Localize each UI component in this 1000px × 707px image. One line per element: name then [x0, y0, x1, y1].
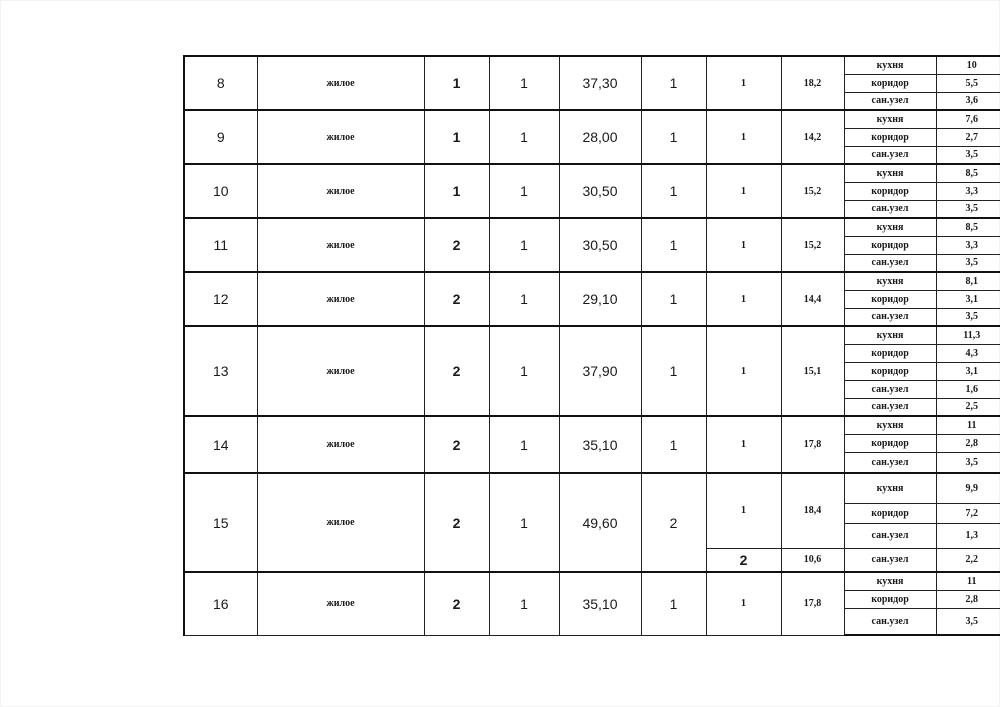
entrance-cell: 1: [489, 326, 559, 416]
premises-type-cell: жилое: [257, 272, 424, 326]
aux-room-area-cell: 11,3: [936, 326, 1000, 344]
aux-room-area-cell: 8,5: [936, 164, 1000, 182]
total-area-cell: 49,60: [559, 473, 641, 572]
aux-room-area-cell: 8,5: [936, 218, 1000, 236]
aux-room-name-cell: сан.узел: [844, 308, 936, 326]
apartment-number-cell: 13: [184, 326, 257, 416]
entrance-cell: 1: [489, 56, 559, 110]
living-room-area-cell: 15,2: [781, 218, 844, 272]
living-room-index-cell: 1: [706, 164, 781, 218]
apartment-number-cell: 10: [184, 164, 257, 218]
entrance-cell: 1: [489, 164, 559, 218]
aux-room-area-cell: 3,3: [936, 182, 1000, 200]
entrance-cell: 1: [489, 272, 559, 326]
table-row: [184, 473, 1000, 503]
living-room-index-cell: 1: [706, 56, 781, 110]
aux-room-area-cell: 3,5: [936, 146, 1000, 164]
apartment-number-cell: 16: [184, 572, 257, 635]
room-count-cell: 2: [641, 473, 706, 572]
aux-room-area-cell: 7,2: [936, 503, 1000, 523]
table-row: [184, 326, 1000, 344]
aux-room-area-cell: 3,6: [936, 92, 1000, 110]
aux-room-area-cell: 10: [936, 56, 1000, 74]
premises-type-cell: жилое: [257, 218, 424, 272]
aux-room-area-cell: 3,5: [936, 608, 1000, 635]
aux-room-area-cell: 2,2: [936, 548, 1000, 572]
table-row: [184, 272, 1000, 290]
aux-room-area-cell: 3,5: [936, 254, 1000, 272]
room-count-cell: 1: [641, 272, 706, 326]
aux-room-name-cell: кухня: [844, 572, 936, 590]
floor-cell: 2: [424, 272, 489, 326]
apartment-number-cell: 11: [184, 218, 257, 272]
floor-cell: 1: [424, 110, 489, 164]
entrance-cell: 1: [489, 218, 559, 272]
aux-room-area-cell: 4,3: [936, 344, 1000, 362]
room-count-cell: 1: [641, 56, 706, 110]
aux-room-area-cell: 11: [936, 416, 1000, 434]
aux-room-name-cell: коридор: [844, 362, 936, 380]
living-room-index-cell: 1: [706, 416, 781, 473]
apartment-register-table: [183, 55, 981, 627]
living-room-area-cell: 17,8: [781, 416, 844, 473]
aux-room-area-cell: 1,3: [936, 523, 1000, 548]
room-count-cell: 1: [641, 218, 706, 272]
table-row: [184, 56, 1000, 74]
room-count-cell: 1: [641, 572, 706, 635]
premises-type-cell: жилое: [257, 326, 424, 416]
aux-room-area-cell: 2,7: [936, 128, 1000, 146]
entrance-cell: 1: [489, 110, 559, 164]
table-row: [184, 110, 1000, 128]
table-row: [184, 218, 1000, 236]
living-room-index-cell: 1: [706, 326, 781, 416]
aux-room-name-cell: коридор: [844, 590, 936, 608]
floor-cell: 2: [424, 218, 489, 272]
premises-type-cell: жилое: [257, 473, 424, 572]
total-area-cell: 35,10: [559, 416, 641, 473]
premises-type-cell: жилое: [257, 572, 424, 635]
living-room-area-cell: 15,2: [781, 164, 844, 218]
aux-room-name-cell: сан.узел: [844, 254, 936, 272]
aux-room-area-cell: 1,6: [936, 380, 1000, 398]
aux-room-name-cell: коридор: [844, 503, 936, 523]
living-room-area-cell: 10,6: [781, 548, 844, 572]
total-area-cell: 29,10: [559, 272, 641, 326]
room-count-cell: 1: [641, 164, 706, 218]
aux-room-name-cell: кухня: [844, 473, 936, 503]
living-room-area-cell: 14,2: [781, 110, 844, 164]
aux-room-area-cell: 8,1: [936, 272, 1000, 290]
aux-room-name-cell: сан.узел: [844, 398, 936, 416]
aux-room-name-cell: кухня: [844, 164, 936, 182]
floor-cell: 1: [424, 56, 489, 110]
total-area-cell: 30,50: [559, 164, 641, 218]
premises-type-cell: жилое: [257, 416, 424, 473]
room-count-cell: 1: [641, 326, 706, 416]
floor-cell: 2: [424, 416, 489, 473]
aux-room-area-cell: 5,5: [936, 74, 1000, 92]
living-room-index-cell: 1: [706, 473, 781, 548]
aux-room-area-cell: 2,5: [936, 398, 1000, 416]
living-room-area-cell: 18,2: [781, 56, 844, 110]
aux-room-name-cell: коридор: [844, 182, 936, 200]
living-room-area-cell: 15,1: [781, 326, 844, 416]
living-room-index-cell: 1: [706, 572, 781, 635]
aux-room-name-cell: сан.узел: [844, 200, 936, 218]
room-count-cell: 1: [641, 110, 706, 164]
living-room-index-cell: 2: [706, 548, 781, 572]
aux-room-area-cell: 3,5: [936, 308, 1000, 326]
aux-room-area-cell: 2,8: [936, 434, 1000, 452]
aux-room-name-cell: сан.узел: [844, 146, 936, 164]
aux-room-name-cell: сан.узел: [844, 92, 936, 110]
aux-room-area-cell: 3,3: [936, 236, 1000, 254]
apartments-table: [183, 55, 1000, 636]
aux-room-area-cell: 3,1: [936, 290, 1000, 308]
total-area-cell: 35,10: [559, 572, 641, 635]
living-room-index-cell: 1: [706, 272, 781, 326]
total-area-cell: 30,50: [559, 218, 641, 272]
apartment-number-cell: 8: [184, 56, 257, 110]
total-area-cell: 37,30: [559, 56, 641, 110]
apartment-number-cell: 14: [184, 416, 257, 473]
table-row: [184, 416, 1000, 434]
entrance-cell: 1: [489, 572, 559, 635]
aux-room-name-cell: коридор: [844, 236, 936, 254]
aux-room-name-cell: коридор: [844, 128, 936, 146]
room-count-cell: 1: [641, 416, 706, 473]
entrance-cell: 1: [489, 473, 559, 572]
aux-room-name-cell: коридор: [844, 434, 936, 452]
aux-room-name-cell: сан.узел: [844, 380, 936, 398]
apartment-number-cell: 9: [184, 110, 257, 164]
living-room-area-cell: 18,4: [781, 473, 844, 548]
apartments-table-body: [184, 56, 1000, 635]
aux-room-name-cell: кухня: [844, 416, 936, 434]
apartment-number-cell: 12: [184, 272, 257, 326]
aux-room-area-cell: 2,8: [936, 590, 1000, 608]
floor-cell: 2: [424, 326, 489, 416]
aux-room-name-cell: сан.узел: [844, 452, 936, 473]
aux-room-name-cell: кухня: [844, 56, 936, 74]
aux-room-area-cell: 7,6: [936, 110, 1000, 128]
aux-room-name-cell: коридор: [844, 290, 936, 308]
premises-type-cell: жилое: [257, 110, 424, 164]
aux-room-name-cell: коридор: [844, 344, 936, 362]
aux-room-area-cell: 11: [936, 572, 1000, 590]
aux-room-name-cell: кухня: [844, 218, 936, 236]
living-room-area-cell: 14,4: [781, 272, 844, 326]
floor-cell: 1: [424, 164, 489, 218]
aux-room-name-cell: коридор: [844, 74, 936, 92]
premises-type-cell: жилое: [257, 56, 424, 110]
aux-room-area-cell: 3,5: [936, 452, 1000, 473]
aux-room-name-cell: кухня: [844, 326, 936, 344]
living-room-index-cell: 1: [706, 218, 781, 272]
total-area-cell: 28,00: [559, 110, 641, 164]
apartment-number-cell: 15: [184, 473, 257, 572]
aux-room-name-cell: кухня: [844, 110, 936, 128]
aux-room-name-cell: сан.узел: [844, 608, 936, 635]
aux-room-area-cell: 3,5: [936, 200, 1000, 218]
aux-room-name-cell: кухня: [844, 272, 936, 290]
aux-room-name-cell: сан.узел: [844, 548, 936, 572]
aux-room-area-cell: 3,1: [936, 362, 1000, 380]
total-area-cell: 37,90: [559, 326, 641, 416]
living-room-area-cell: 17,8: [781, 572, 844, 635]
floor-cell: 2: [424, 473, 489, 572]
table-row: [184, 572, 1000, 590]
aux-room-area-cell: 9,9: [936, 473, 1000, 503]
premises-type-cell: жилое: [257, 164, 424, 218]
aux-room-name-cell: сан.узел: [844, 523, 936, 548]
living-room-index-cell: 1: [706, 110, 781, 164]
table-row: [184, 164, 1000, 182]
floor-cell: 2: [424, 572, 489, 635]
entrance-cell: 1: [489, 416, 559, 473]
